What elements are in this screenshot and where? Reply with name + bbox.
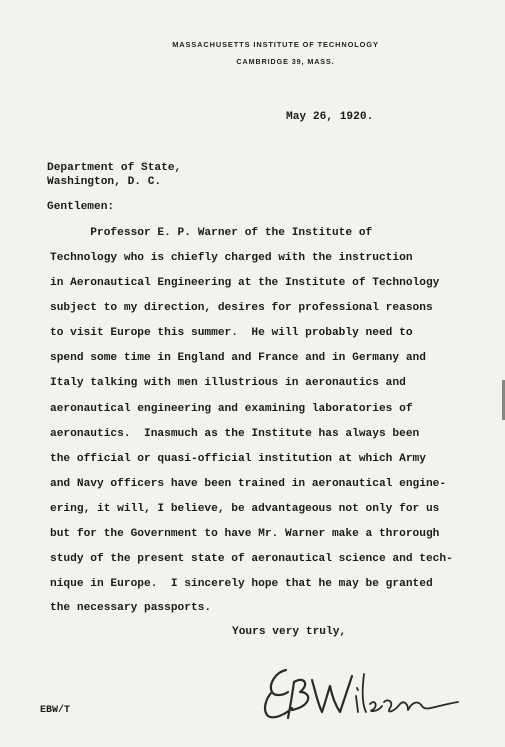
body-line: Professor E. P. Warner of the Institute of — [50, 227, 373, 239]
salutation: Gentlemen: — [47, 201, 115, 213]
body-line: but for the Government to have Mr. Warner make a throrough — [50, 528, 440, 540]
body-line: study of the present state of aeronautical science and tech- — [50, 553, 453, 565]
body-line: Technology who is chiefly charged with the instruction — [50, 252, 413, 264]
body-line: aeronautical engineering and examining laboratories of — [50, 403, 413, 415]
body-line: and Navy officers have been trained in aeronautical engine- — [50, 478, 447, 490]
body-line: ering, it will, I believe, be advantageous not only for us — [50, 503, 440, 515]
signature-mark — [258, 662, 468, 726]
closing: Yours very truly, — [232, 626, 347, 638]
body-line: aeronautics. Inasmuch as the Institute has always been — [50, 428, 420, 440]
body-line: Italy talking with men illustrious in aeronautics and — [50, 377, 406, 389]
letterhead-institution: MASSACHUSETTS INSTITUTE OF TECHNOLOGY — [172, 40, 379, 49]
body-line: the necessary passports. — [50, 602, 212, 614]
letterhead-location: CAMBRIDGE 39, MASS. — [236, 57, 335, 66]
typist-initials: EBW/T — [40, 705, 71, 716]
body-line: in Aeronautical Engineering at the Institute of Technology — [50, 277, 440, 289]
body-line: the official or quasi-official institution at which Army — [50, 453, 426, 465]
body-line: nique in Europe. I sincerely hope that he may be granted — [50, 578, 433, 590]
body-line: subject to my direction, desires for professional reasons — [50, 302, 433, 314]
body-line: to visit Europe this summer. He will probably need to — [50, 327, 413, 339]
recipient-line-1: Department of State, — [47, 162, 182, 174]
body-line: spend some time in England and France and in Germany and — [50, 352, 426, 364]
letter-date: May 26, 1920. — [286, 111, 374, 123]
recipient-line-2: Washington, D. C. — [47, 176, 162, 188]
